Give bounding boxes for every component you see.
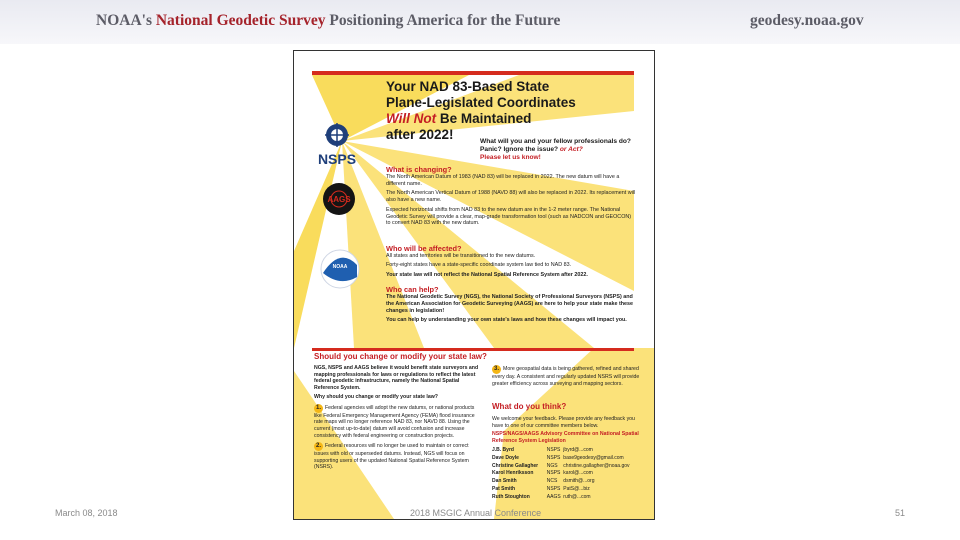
change-law-left-column <box>314 365 482 473</box>
changing-heading: What is changing? <box>386 165 452 174</box>
member-name: Karol Henriksson <box>492 470 534 477</box>
change-law-right-column <box>492 365 642 390</box>
member-org: NSPS <box>546 470 561 477</box>
changing-p2: The North American Vertical Datum of 1988 (NAVD 88) will also be replaced in 2022. Its replacement will also have a new name. <box>386 190 636 204</box>
table-row <box>492 478 642 486</box>
affected-p1: All states and territories will be transitioned to the new datums. <box>386 253 536 259</box>
affected-heading: Who will be affected? <box>386 244 462 253</box>
think-section <box>492 416 642 446</box>
nsps-logo-text: NSPS <box>317 151 357 167</box>
member-org: NCS <box>546 478 558 485</box>
changing-p1: The North American Datum of 1983 (NAD 83) will be replaced in 2022. The new datum will have a different name. <box>386 174 620 187</box>
member-email[interactable]: karol@...com <box>563 470 593 477</box>
footer-event: 2018 MSGIC Annual Conference <box>410 508 542 518</box>
agency-name: NOAA's <box>96 12 152 29</box>
think-heading: What do you think? <box>492 402 567 411</box>
member-name: J.B. Byrd <box>492 447 514 453</box>
member-email[interactable]: ruth@...com <box>563 493 591 500</box>
table-row <box>492 463 642 471</box>
member-org: NSPS <box>546 454 561 461</box>
section-changing <box>386 165 636 230</box>
changing-p3: Expected horizontal shifts from NAD 83 to the new datum are in the 1-2 meter range. The National Geodetic Survey will provide a clear, map-grade transformation tool (such as NADCON and GEOCON) to convert NAD 83 with the new datum. <box>386 206 632 227</box>
item-2-text: Federal resources will no longer be used to maintain or correct issues with old or superseded datums. Instead, NGS will focus on supporting users of the updated National Spatial Reference System (NSRS). <box>314 442 469 471</box>
header-title <box>96 12 560 30</box>
aside-question: What will you and your fellow professionals do? <box>480 138 631 145</box>
member-email[interactable]: dsmith@...org <box>563 478 595 485</box>
footer-page-number: 51 <box>895 508 906 518</box>
member-org: NSPS <box>546 447 561 453</box>
table-row <box>492 470 642 478</box>
table-row <box>492 486 642 494</box>
item-3-text: More geospatial data is being gathered, refined and shared every day. A consistent and regularly updated NSRS will provide greater efficiency across surveying and mapping sectors. <box>492 366 640 387</box>
aside-or-act: or Act? <box>559 146 583 153</box>
title-line-2: Plane-Legislated Coordinates <box>386 95 576 110</box>
think-p1: We welcome your feedback. Please provide any feedback you have to one of our committee members below. <box>492 416 635 429</box>
item-1-number: 1. <box>315 404 321 411</box>
middle-rule <box>312 348 634 351</box>
member-org: NGS <box>546 462 558 469</box>
change-law-heading: Should you change or modify your state law? <box>314 352 487 361</box>
flyer-document <box>293 50 655 520</box>
affected-p2: Forty-eight states have a state-specific coordinate system law tied to NAD 83. <box>386 262 572 269</box>
member-email[interactable]: christine.gallagher@noaa.gov <box>563 462 630 469</box>
help-p2: You can help by understanding your own state's laws and how these changes will impact you. <box>386 317 627 324</box>
website-link[interactable]: geodesy.noaa.gov <box>750 12 864 29</box>
survey-name: National Geodetic Survey <box>155 12 326 29</box>
section-affected <box>386 244 636 281</box>
affected-p3: Your state law will not reflect the National Spatial Reference System after 2022. <box>386 271 588 278</box>
title-be-maintained: Be Maintained <box>439 111 532 126</box>
header-tagline: Positioning America for the Future <box>329 12 561 29</box>
top-rule <box>312 71 634 75</box>
aags-logo-text: AAGS <box>327 195 351 204</box>
table-row <box>492 447 642 455</box>
footer-date: March 08, 2018 <box>55 508 118 518</box>
member-name: Christine Gallagher <box>492 462 539 469</box>
member-email[interactable]: PatS@...biz <box>563 485 590 492</box>
noaa-logo-text: NOAA <box>332 264 348 270</box>
title-line-4: after 2022! <box>386 127 454 142</box>
member-name: Dave Doyle <box>492 454 519 461</box>
call-to-action <box>480 138 640 162</box>
title-line-1: Your NAD 83-Based State <box>386 79 550 94</box>
member-name: Ruth Stoughton <box>492 493 530 500</box>
member-name: Pat Smith <box>492 485 516 492</box>
table-row <box>492 455 642 463</box>
change-law-why: Why should you change or modify your state law? <box>314 394 438 401</box>
member-org: NSPS <box>546 485 561 492</box>
item-2-number: 2. <box>315 442 321 449</box>
aside-read: Please let us know! <box>480 154 541 161</box>
item-3-number: 3. <box>493 366 499 372</box>
member-email[interactable]: base9geodesy@gmail.com <box>563 454 624 461</box>
ray-6 <box>294 141 342 348</box>
aags-logo <box>323 183 355 215</box>
slide-header <box>0 0 960 44</box>
change-law-intro: NGS, NSPS and AAGS believe it would benefit state surveyors and mapping professionals for laws or regulations to reflect the latest federal geodetic infrastructure, namely the National Spatial Reference System. <box>314 365 479 392</box>
member-email[interactable]: jbyrd@...com <box>563 447 593 453</box>
section-help <box>386 285 636 327</box>
member-name: Dan Smith <box>492 478 517 485</box>
committee-name: NSPS/NAGS/AAGS Advisory Committee on National Spatial Reference System Legislation <box>492 431 639 444</box>
help-p1: The National Geodetic Survey (NGS), the National Society of Professional Surveyors (NSPS) and the American Association for Geodetic Surveying (AAGS) are here to help your state make these changes in legislation! <box>386 294 634 314</box>
help-heading: Who can help? <box>386 285 439 294</box>
noaa-logo <box>321 250 359 288</box>
member-org: AAGS <box>546 493 561 500</box>
title-will-not: Will Not <box>386 111 437 126</box>
flyer-title <box>386 79 616 143</box>
aside-panic: Panic? Ignore the issue? <box>480 146 559 153</box>
table-row <box>492 494 642 502</box>
item-1-text: Federal agencies will adopt the new datums, or national products like Federal Emergency Management Agency (FEMA) flood insurance rate maps will no longer reference NAD 83, nor NAVD 88. Using the current (most up-to-date) datum will avoid confusion and increase consistency with federal engineering or construction projects. <box>314 404 475 439</box>
committee-table <box>492 447 642 502</box>
